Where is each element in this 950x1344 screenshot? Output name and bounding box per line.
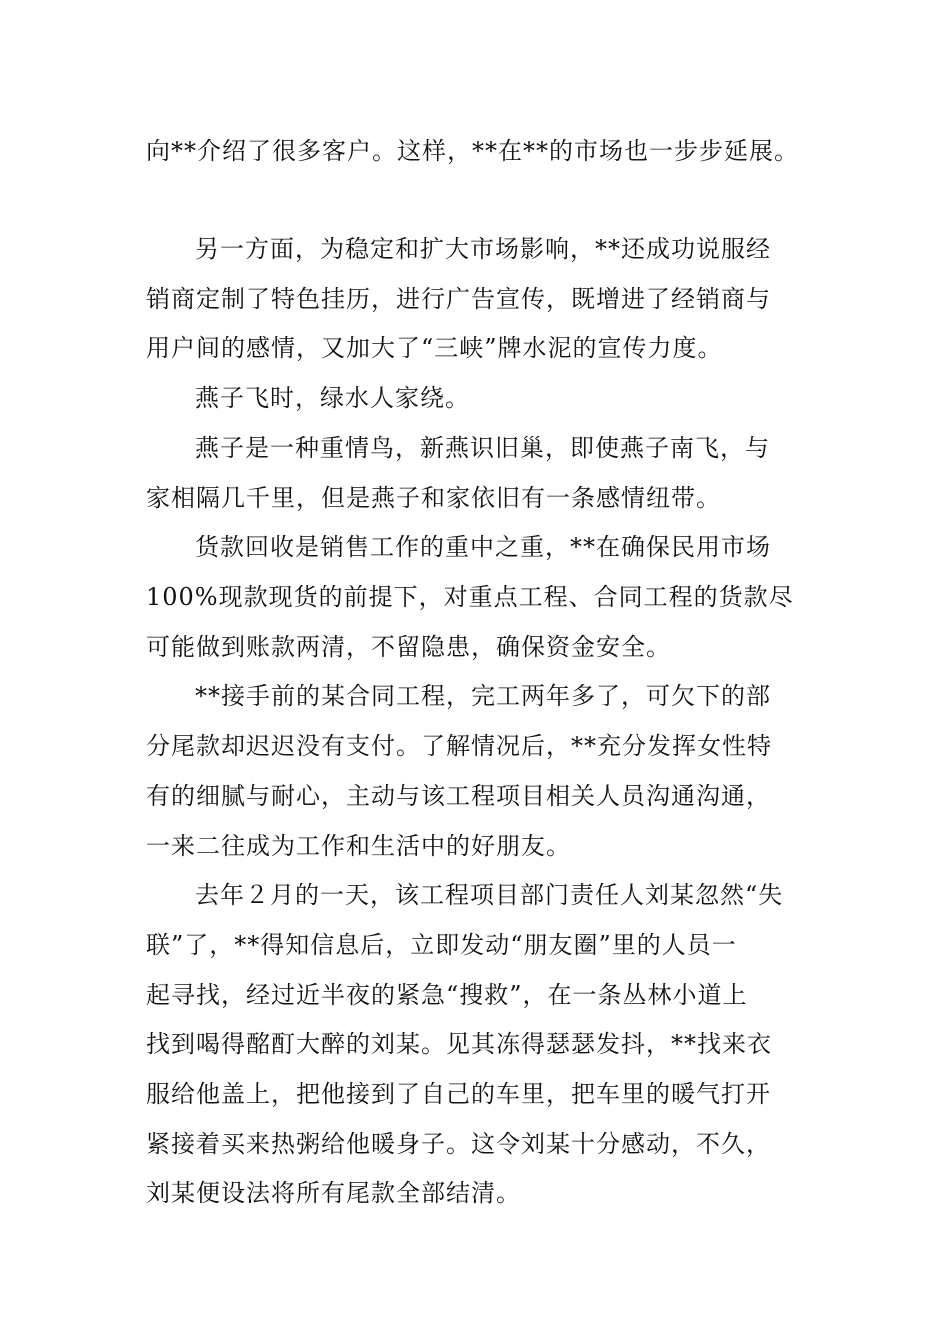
- text-line: 货款回收是销售工作的重中之重，**在确保民用市场: [195, 533, 771, 561]
- text-line: 100%现款现货的前提下，对重点工程、合同工程的货款尽: [146, 583, 794, 611]
- text-line: 联”了，**得知信息后，立即发动“朋友圈”里的人员一: [146, 931, 737, 959]
- text-line: 起寻找，经过近半夜的紧急“搜救”，在一条丛林小道上: [146, 981, 748, 1009]
- text-line: **接手前的某合同工程，完工两年多了，可欠下的部: [195, 682, 771, 710]
- text-line: 燕子是一种重情鸟，新燕识旧巢，即使燕子南飞，与: [195, 434, 770, 462]
- text-line: 销商定制了特色挂历，进行广告宣传，既增进了经销商与: [146, 285, 771, 313]
- text-line: 分尾款却迟迟没有支付。了解情况后，**充分发挥女性特: [146, 732, 772, 760]
- text-line: 用户间的感情，又加大了“三峡”牌水泥的宣传力度。: [146, 334, 723, 362]
- text-line: 紧接着买来热粥给他暖身子。这令刘某十分感动，不久，: [146, 1130, 771, 1158]
- text-line: 可能做到账款两清，不留隐患，确保资金安全。: [146, 633, 671, 661]
- text-line: 刘某便设法将所有尾款全部结清。: [146, 1179, 521, 1207]
- text-line: 有的细腻与耐心，主动与该工程项目相关人员沟通沟通，: [146, 782, 771, 810]
- text-line: 一来二往成为工作和生活中的好朋友。: [146, 832, 571, 860]
- text-line: 服给他盖上，把他接到了自己的车里，把车里的暖气打开: [146, 1080, 771, 1108]
- text-line: 去年２月的一天，该工程项目部门责任人刘某忽然“失: [195, 881, 784, 909]
- text-line: 找到喝得酩酊大醉的刘某。见其冻得瑟瑟发抖，**找来衣: [146, 1030, 772, 1058]
- text-line: 另一方面，为稳定和扩大市场影响，**还成功说服经: [195, 235, 771, 263]
- text-line: 家相隔几千里，但是燕子和家依旧有一条感情纽带。: [146, 484, 721, 512]
- text-line: 燕子飞时，绿水人家绕。: [195, 384, 470, 412]
- text-line: 向**介绍了很多客户。这样，**在**的市场也一步步延展。: [146, 137, 799, 165]
